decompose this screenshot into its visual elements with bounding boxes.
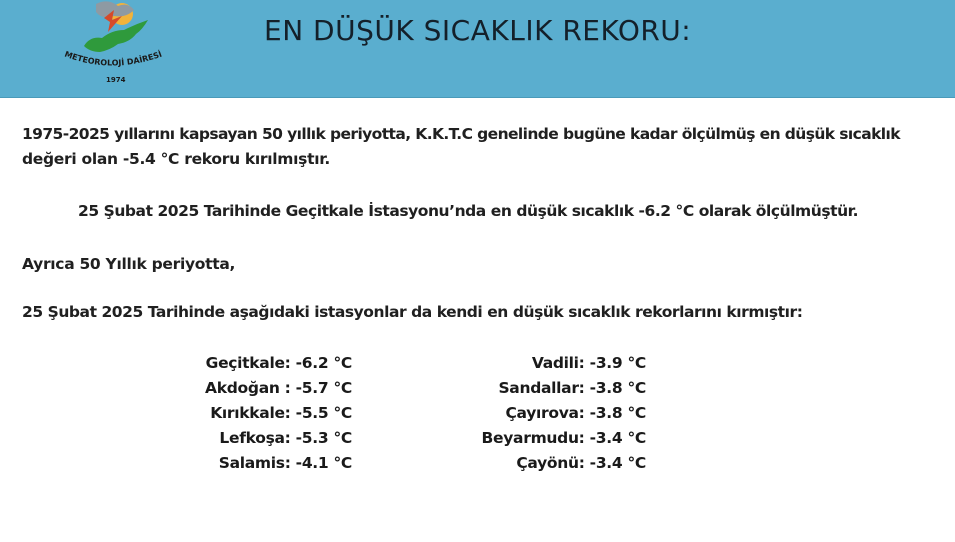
page-title: EN DÜŞÜK SICAKLIK REKORU: bbox=[264, 14, 692, 47]
station-record: Akdoğan : -5.7 °C bbox=[205, 379, 352, 397]
station-row bbox=[400, 376, 646, 401]
station-record: Kırıkkale: -5.5 °C bbox=[210, 404, 352, 422]
main-content bbox=[0, 97, 955, 542]
paragraph-also: Ayrıca 50 Yıllık periyotta, bbox=[22, 255, 236, 273]
station-row bbox=[400, 451, 646, 476]
logo-year: 1974 bbox=[106, 76, 126, 84]
station-record: Çayönü: -3.4 °C bbox=[516, 454, 646, 472]
station-record: Beyarmudu: -3.4 °C bbox=[481, 429, 646, 447]
station-record: Salamis: -4.1 °C bbox=[218, 454, 352, 472]
paragraph-intro-line2: değeri olan -5.4 °C rekoru kırılmıştır. bbox=[22, 150, 330, 168]
station-row bbox=[0, 376, 352, 401]
header-banner bbox=[0, 0, 955, 98]
logo-org-name: METEOROLOJİ DAİRESİ bbox=[63, 49, 164, 68]
station-row bbox=[0, 401, 352, 426]
station-row bbox=[0, 451, 352, 476]
station-row bbox=[400, 401, 646, 426]
island-icon bbox=[84, 20, 148, 52]
station-row bbox=[400, 426, 646, 451]
station-record: Lefkoşa: -5.3 °C bbox=[219, 429, 352, 447]
station-list-right bbox=[400, 351, 646, 476]
meteorology-logo bbox=[56, 0, 174, 92]
paragraph-stations-intro: 25 Şubat 2025 Tarihinde aşağıdaki istasyonlar da kendi en düşük sıcaklık rekorlarını kırmıştır: bbox=[22, 303, 803, 321]
station-record: Geçitkale: -6.2 °C bbox=[205, 354, 352, 372]
paragraph-gecitkale: 25 Şubat 2025 Tarihinde Geçitkale İstasyonu’nda en düşük sıcaklık -6.2 °C olarak ölçülmüştür. bbox=[78, 202, 859, 220]
station-record: Sandallar: -3.8 °C bbox=[498, 379, 646, 397]
paragraph-intro-line1: 1975-2025 yıllarını kapsayan 50 yıllık periyotta, K.K.T.C genelinde bugüne kadar ölçülmüş en düşük sıcaklık bbox=[22, 125, 900, 143]
station-row bbox=[0, 351, 352, 376]
station-record: Çayırova: -3.8 °C bbox=[505, 404, 646, 422]
station-list-left bbox=[0, 351, 352, 476]
station-row bbox=[400, 351, 646, 376]
station-record: Vadili: -3.9 °C bbox=[531, 354, 646, 372]
station-row bbox=[0, 426, 352, 451]
logo-icon bbox=[56, 0, 174, 92]
